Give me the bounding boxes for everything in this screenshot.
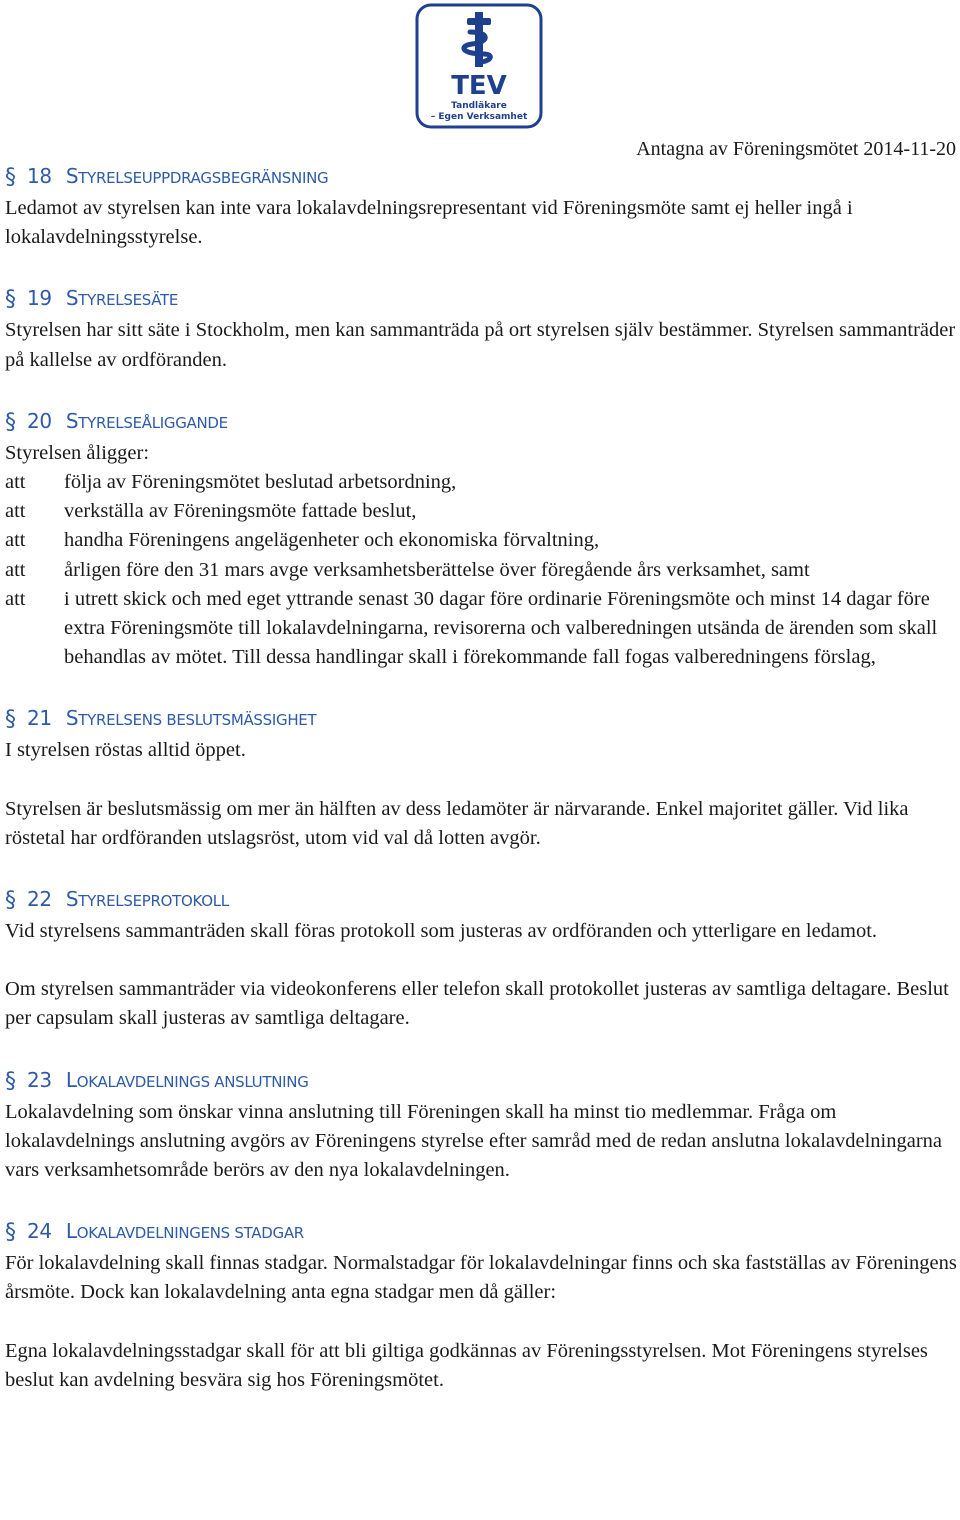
- tev-logo: [414, 2, 544, 130]
- section-title: STYRELSEPROTOKOLL: [65, 887, 229, 912]
- section-sign-icon: §: [5, 165, 16, 190]
- logo-mark: TEV: [451, 71, 507, 101]
- section-sign-icon: §: [5, 1068, 16, 1094]
- list-item: att handha Föreningens angelägenheter och ekonomiska förvaltning,: [5, 529, 600, 552]
- list-item: att årligen före den 31 mars avge verksamhetsberättelse över föregående års verksamhet, samt: [5, 558, 810, 581]
- paragraph: Egna lokalavdelningsstadgar skall för att bli giltiga godkännas av Föreningsstyrelsen. Mot Föreningens styrelses beslut kan avdelning besvära sig hos Föreningsmötet.: [5, 1339, 928, 1391]
- section-title: STYRELSESÄTE: [65, 286, 179, 311]
- section-18: [5, 164, 957, 252]
- paragraph: Lokalavdelning som önskar vinna anslutning till Föreningen skall ha minst tio medlemmar. Fråga om lokalavdelnings anslutning avgörs av Föreningens styrelse efter samråd med de redan anslutna lokalavdelningarna vars verksamhetsområde berörs av den nya lokalavdelningen.: [5, 1100, 943, 1182]
- section-number: 19: [27, 286, 52, 311]
- section-sign-icon: §: [5, 707, 16, 733]
- section-heading: [5, 409, 957, 439]
- section-title: STYRELSENS BESLUTSMÄSSIGHET: [65, 706, 317, 731]
- section-sign-icon: §: [5, 1220, 16, 1246]
- section-sign-icon: §: [5, 888, 16, 914]
- section-heading: [5, 1219, 957, 1249]
- logo-line2: – Egen Verksamhet: [430, 112, 528, 122]
- section-heading: [5, 706, 957, 736]
- section-title: LOKALAVDELNINGENS STADGAR: [65, 1219, 304, 1244]
- section-heading: [5, 887, 957, 917]
- section-24: [5, 1219, 957, 1395]
- paragraph: Styrelsen är beslutsmässig om mer än hälften av dess ledamöter är närvarande. Enkel majoritet gäller. Vid lika röstetal har ordföranden utslagsröst, utom vid val då lotten avgör.: [5, 797, 909, 849]
- section-sign-icon: §: [5, 287, 16, 313]
- section-title: LOKALAVDELNINGS ANSLUTNING: [65, 1067, 309, 1092]
- paragraph: Vid styrelsens sammanträden skall föras protokoll som justeras av ordföranden och ytterligare en ledamot.: [5, 920, 878, 943]
- section-number: 22: [27, 887, 52, 912]
- list-item: att verkställa av Föreningsmöte fattade beslut,: [5, 500, 417, 523]
- adopted-date: Antagna av Föreningsmötet 2014-11-20: [636, 138, 956, 160]
- paragraph: Om styrelsen sammanträder via videokonferens eller telefon skall protokollet justeras av samtliga deltagare. Beslut per capsulam skall justeras av samtliga deltagare.: [5, 978, 949, 1030]
- section-21: [5, 706, 957, 853]
- section-title: STYRELSEUPPDRAGSBEGRÄNSNING: [65, 164, 329, 188]
- section-number: 23: [27, 1067, 52, 1092]
- section-title: STYRELSEÅLIGGANDE: [65, 408, 228, 433]
- section-22: [5, 887, 957, 1034]
- section-number: 18: [27, 164, 52, 188]
- section-number: 24: [27, 1219, 52, 1244]
- list-item: att i utrett skick och med eget yttrande senast 30 dagar före ordinarie Föreningsmöte och minst 14 dagar före extra Föreningsmöte till lokalavdelningarna, revisorerna och valberedningen utsända de ärenden som skall behandlas av mötet. Till dessa handlingar skall i förekommande fall fogas valberedningens förslag,: [5, 587, 938, 669]
- logo-line1: Tandläkare: [451, 101, 507, 111]
- paragraph: Ledamot av styrelsen kan inte vara lokalavdelningsrepresentant vid Föreningsmöte samt ej heller ingå i lokalavdelningsstyrelse.: [5, 197, 853, 249]
- section-number: 21: [27, 706, 52, 731]
- section-19: [5, 286, 957, 374]
- paragraph: Styrelsen har sitt säte i Stockholm, men kan sammanträda på ort styrelsen själv bestämmer. Styrelsen sammanträder på kallelse av ordföranden.: [5, 319, 956, 371]
- paragraph-intro: Styrelsen åligger:: [5, 441, 150, 464]
- section-number: 20: [27, 408, 52, 433]
- section-heading: [5, 164, 957, 194]
- section-heading: [5, 1068, 957, 1098]
- section-sign-icon: §: [5, 409, 16, 435]
- section-20: [5, 409, 957, 673]
- list-item: att följa av Föreningsmötet beslutad arbetsordning,: [5, 471, 457, 494]
- section-heading: [5, 286, 957, 316]
- document-body: [5, 164, 957, 1395]
- paragraph: För lokalavdelning skall finnas stadgar. Normalstadgar för lokalavdelningar finns och ska fastställas av Föreningens årsmöte. Dock kan lokalavdelning anta egna stadgar men då gäller:: [5, 1252, 957, 1304]
- section-23: [5, 1068, 957, 1186]
- paragraph: I styrelsen röstas alltid öppet.: [5, 739, 246, 762]
